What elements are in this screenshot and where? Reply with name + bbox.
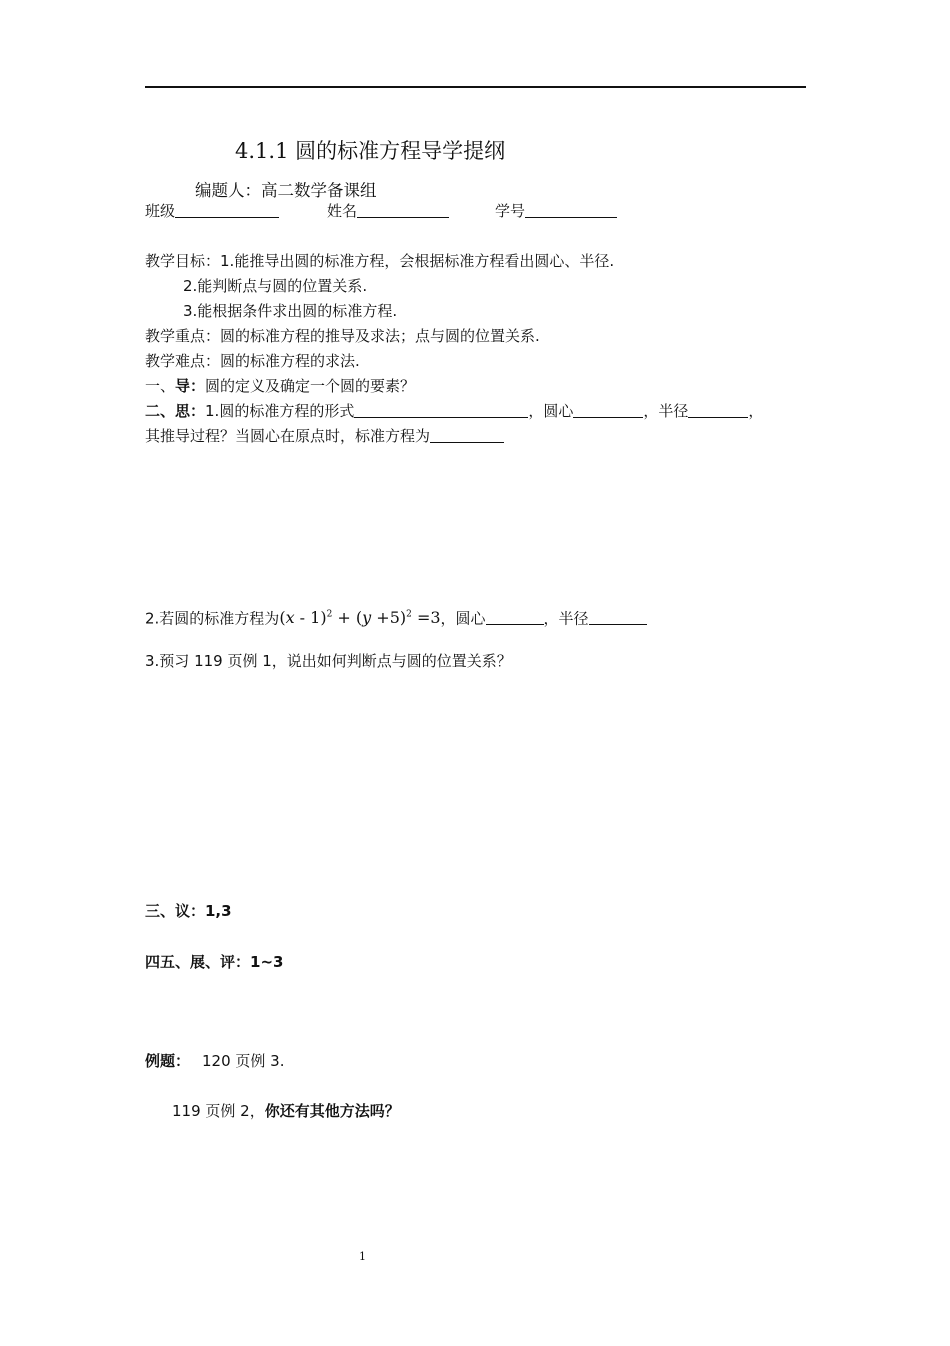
example-item-2-prefix: 119 页例 2，: [172, 1102, 265, 1120]
section-4-5: 四五、展、评：1~3: [145, 953, 284, 971]
section-1: [145, 376, 415, 396]
editor-line: 编题人：高二数学备课组: [195, 181, 377, 200]
q1-trail: ，: [748, 402, 764, 420]
name-label: 姓名: [327, 202, 358, 220]
number-blank[interactable]: [525, 203, 617, 218]
section-1-prefix: 一、: [145, 377, 176, 395]
example-line-1: [145, 1051, 285, 1071]
difficulty: 教学难点：圆的标准方程的求法.: [145, 352, 360, 370]
form-blank[interactable]: [354, 403, 528, 418]
key-point: 教学重点：圆的标准方程的推导及求法；点与圆的位置关系.: [145, 327, 540, 345]
origin-equation-blank[interactable]: [430, 428, 504, 443]
section-1-text: 圆的定义及确定一个圆的要素？: [205, 377, 416, 395]
center-blank[interactable]: [573, 403, 643, 418]
q2-radius-blank[interactable]: [589, 610, 647, 625]
example-item-1: 120 页例 3.: [202, 1052, 285, 1070]
class-blank[interactable]: [175, 203, 279, 218]
header-rule: [145, 86, 806, 88]
section-3: 三、议：1,3: [145, 902, 232, 920]
example-line-2: [172, 1101, 400, 1121]
section-2-q1-line2: [145, 426, 504, 446]
section-1-label: 导：: [175, 377, 206, 395]
document-title: 4.1.1 圆的标准方程导学提纲: [235, 139, 506, 163]
q1-line2-text: 其推导过程？当圆心在原点时，标准方程为: [145, 427, 431, 445]
section-2-label: 二、思：: [145, 402, 206, 420]
goals-label: 教学目标：: [145, 252, 221, 270]
q2-radius-label: ，半径: [543, 609, 589, 628]
goals-line-1: [145, 251, 614, 271]
goal-item-1: 1.能推导出圆的标准方程，会根据标准方程看出圆心、半径.: [220, 252, 615, 270]
goal-item-3: 3.能根据条件求出圆的标准方程.: [183, 302, 398, 320]
class-label: 班级: [145, 202, 176, 220]
example-label: 例题：: [145, 1052, 191, 1070]
q1-center-label: ，圆心: [528, 402, 574, 420]
section-2-q2: [145, 605, 647, 628]
name-blank[interactable]: [357, 203, 449, 218]
example-item-2-bold: 你还有其他方法吗？: [264, 1102, 400, 1120]
circle-equation: $(x - 1)^2 + (y +5)^2 =3$: [279, 608, 441, 628]
goal-item-2: 2.能判断点与圆的位置关系.: [183, 277, 368, 295]
page-number: 1: [359, 1250, 366, 1263]
q1-text: 1.圆的标准方程的形式: [205, 402, 355, 420]
section-2-q3: 3.预习 119 页例 1，说出如何判断点与圆的位置关系？: [145, 652, 512, 670]
section-2-q1: [145, 401, 763, 421]
radius-blank[interactable]: [688, 403, 748, 418]
student-info-row: [145, 201, 617, 221]
q2-center-label: ，圆心: [440, 609, 486, 628]
number-label: 学号: [495, 202, 526, 220]
q2-center-blank[interactable]: [486, 610, 544, 625]
q1-radius-label: ，半径: [643, 402, 689, 420]
q2-prefix: 2.若圆的标准方程为: [145, 609, 280, 628]
